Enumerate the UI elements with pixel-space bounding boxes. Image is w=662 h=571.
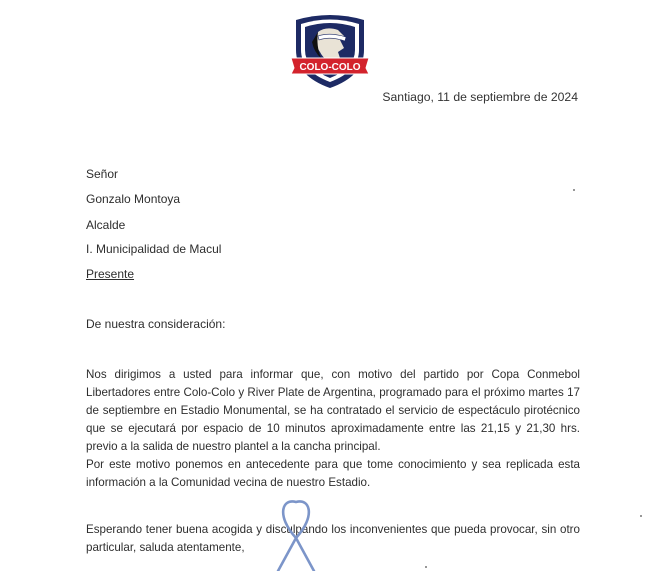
recipient-institution: I. Municipalidad de Macul (86, 242, 222, 256)
recipient-name: Gonzalo Montoya (86, 192, 181, 206)
crest-text: COLO-COLO (299, 62, 361, 73)
closing-paragraph: Esperando tener buena acogida y disculpando los inconvenientes que pueda provocar, sin otro particular, saluda atentamente, (86, 523, 580, 554)
body-paragraph-2: Por este motivo ponemos en antecedente para que tome conocimiento y sea replicada esta información a la Comunidad vecina de nuestro Estadio. (86, 458, 580, 489)
letter-date: Santiago, 11 de septiembre de 2024 (382, 90, 578, 104)
recipient-title: Señor (86, 167, 119, 181)
body-paragraph-1: Nos dirigimos a usted para informar que, con motivo del partido por Copa Conmebol Libertadores entre Colo-Colo y River Plate de Argentina, programado para el próximo martes 17 de septiembre en Estadio Monumental, se ha contratado el servicio de espectáculo pirotécnico que se ejecutará por espacio de 10 minutos aproximadamente entre las 21,15 y 21,30 hrs. previo a la salida de nuestro plantel a la cancha principal. (86, 368, 580, 453)
salutation: De nuestra consideración: (86, 317, 226, 331)
scan-speck (640, 515, 642, 517)
scan-speck (425, 566, 427, 568)
scan-speck (573, 189, 575, 191)
recipient-presente: Presente (86, 267, 135, 281)
colo-colo-crest-logo (288, 10, 372, 90)
recipient-role: Alcalde (86, 218, 126, 232)
ribbon-icon (268, 498, 324, 571)
